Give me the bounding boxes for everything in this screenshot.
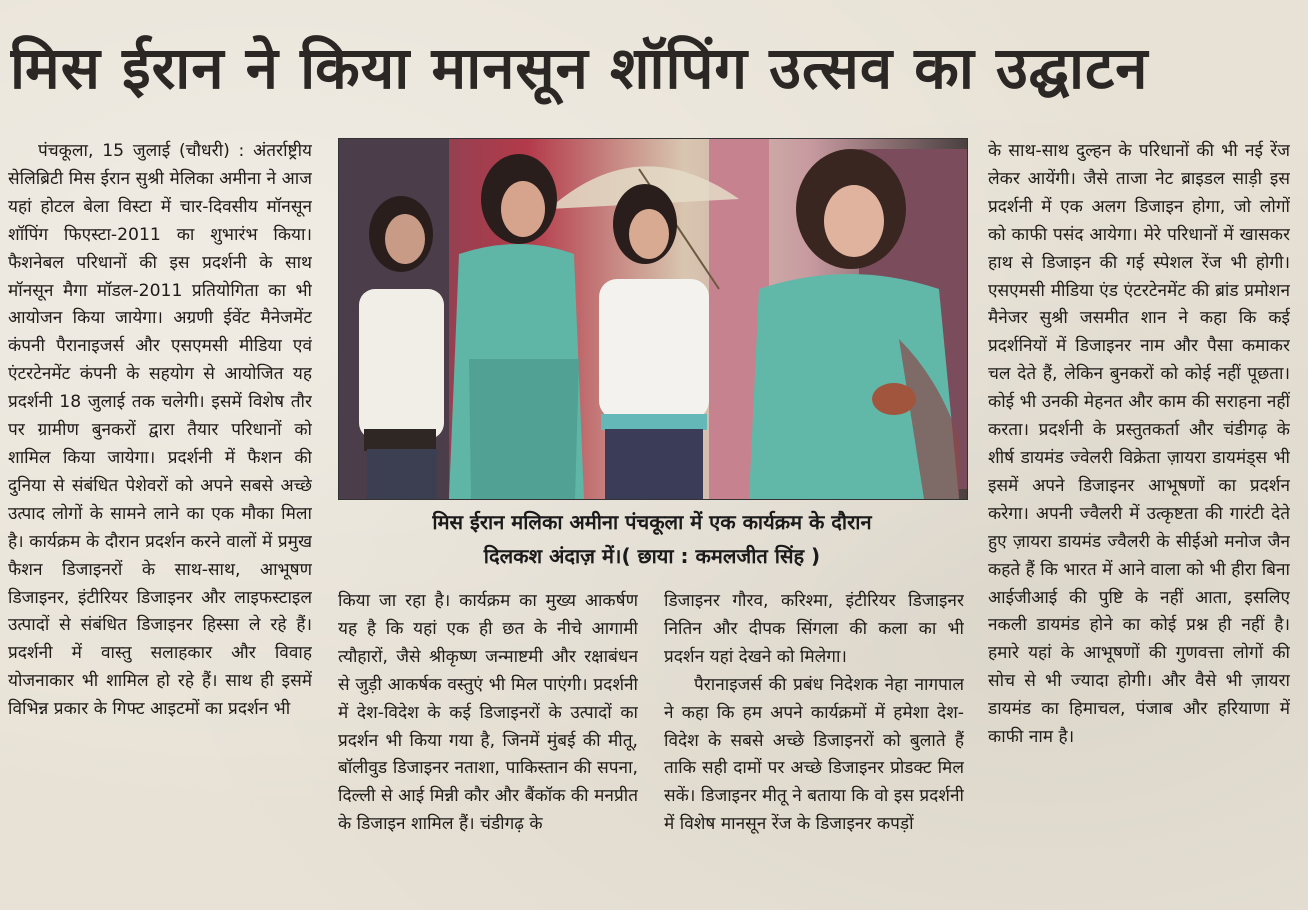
article-column-1 xyxy=(8,138,312,908)
group-photo-icon xyxy=(339,139,967,499)
headline: मिस ईरान ने किया मानसून शॉपिंग उत्सव का उद्घाटन xyxy=(10,34,1149,102)
paragraph: किया जा रहा है। कार्यक्रम का मुख्य आकर्षण यह है कि यहां एक ही छत के नीचे आगामी त्यौहारों, जैसे श्रीकृष्ण जन्माष्टमी और रक्षाबंधन से जुड़ी आकर्षक वस्तुएं भी मिल पाएंगी। प्रदर्शनी में देश-विदेश के कई डिजाइनरों के उत्पादों का प्रदर्शन भी किया गया है, जिनमें मुंबई की मीतू, बॉलीवुड डिजाइनर नताशा, पाकिस्तान की सपना, दिल्ली से आई मिन्नी कौर और बैंकॉक की मनप्रीत के डिजाइन शामिल हैं। चंडीगढ़ के xyxy=(338,591,638,835)
event-photo xyxy=(338,138,968,500)
paragraph: के साथ-साथ दुल्हन के परिधानों की भी नई रेंज लेकर आयेंगी। जैसे ताजा नेट ब्राइडल साड़ी इस प्रदर्शनी में एक अलग डिजाइन होगा, जो लोगों को काफी पसंद आयेगा। मेरे परिधानों में खासकर हाथ से डिजाइन की गई स्पेशल रेंज भी होगी। एसएमसी मीडिया एंड एंटरटेनमेंट की ब्रांड प्रमोशन मैनेजर सुश्री जसमीत शान ने कहा कि कई प्रदर्शनियों में डिजाइनर नाम और पैसा कमाकर चल देते हैं, लेकिन बुनकरों को कोई नहीं पूछता। कोई भी उनकी मेहनत और काम की सराहना नहीं करता। प्रदर्शनी के प्रस्तुतकर्ता और चंडीगढ़ के शीर्ष डायमंड ज्वेलरी विक्रेता ज़ायरा डायमंड्स भी इसमें अपने डिजाइनर आभूषणों का प्रदर्शन करेगा। अपनी ज्वैलरी में उत्कृष्टता की गारंटी देते हुए ज़ायरा डायमंड ज्वैलरी के सीईओ मनोज जैन कहते हैं कि भारत में आने वाला को भी हीरा बिना आईजीआई की पुष्टि के नहीं आता, इसलिए नकली डायमंड होने का कोई प्रश्न ही नहीं है। हमारे यहां के आभूषणों की गुणवत्ता लोगों की सोच से भी ज्यादा होगी। और वैसे भी ज़ायरा डायमंड का हिमाचल, पंजाब और हरियाणा में काफी नाम है। xyxy=(988,141,1290,748)
paragraph: डिजाइनर गौरव, करिश्मा, इंटीरियर डिजाइनर नितिन और दीपक सिंगला की कला का भी प्रदर्शन यहां देखने को मिलेगा। xyxy=(664,591,964,667)
article-column-3 xyxy=(664,588,964,906)
article-column-4 xyxy=(988,138,1290,908)
paragraph: पैरानाइजर्स की प्रबंध निदेशक नेहा नागपाल ने कहा कि हम अपने कार्यक्रमों में हमेशा देश-विदेश के सबसे अच्छे डिजाइनरों को बुलाते हैं ताकि सही दामों पर अच्छे डिजाइनर प्रोडक्ट मिल सकें। डिजाइनर मीतू ने बताया कि वो इस प्रदर्शनी में विशेष मानसून रेंज के डिजाइनर कपड़ों xyxy=(664,674,964,835)
caption-line-2: दिलकश अंदाज़ में।( छाया : कमलजीत सिंह ) xyxy=(483,544,821,568)
photo-caption xyxy=(338,505,966,577)
article-column-2 xyxy=(338,588,638,906)
caption-line-1: मिस ईरान मलिका अमीना पंचकूला में एक कार्यक्रम के दौरान xyxy=(432,510,872,534)
paragraph: पंचकूला, 15 जुलाई (चौधरी) : अंतर्राष्ट्रीय सेलिब्रिटी मिस ईरान सुश्री मेलिका अमीना ने आज यहां होटल बेला विस्टा में चार-दिवसीय मॉनसून शॉपिंग फिएस्टा-2011 का शुभारंभ किया। फैशनेबल परिधानों की इस प्रदर्शनी के साथ मॉनसून मैगा मॉडल-2011 प्रतियोगिता का भी आयोजन किया जायेगा। अग्रणी ईवेंट मैनेजमेंट कंपनी पैरानाइजर्स और एसएमसी मीडिया एवं एंटरटेनमेंट कंपनी के सहयोग से आयोजित यह प्रदर्शनी 18 जुलाई तक चलेगी। इसमें विशेष तौर पर ग्रामीण बुनकरों द्वारा तैयार परिधानों को शामिल किया जायेगा। प्रदर्शनी में फैशन की दुनिया से संबंधित पेशेवरों को अपने सबसे अच्छे उत्पाद लोगों के सामने लाने का एक मौका मिला है। कार्यक्रम के दौरान प्रदर्शन करने वालों में प्रमुख फैशन डिजाइनरों के साथ-साथ, आभूषण डिजाइनर, इंटीरियर डिजाइनर और लाइफस्टाइल उत्पादों से संबंधित डिजाइनर हिस्सा ले रहे हैं। प्रदर्शनी में वास्तु सलाहकार और विवाह योजनाकार भी शामिल हो रहे हैं। साथ ही इसमें विभिन्न प्रकार के गिफ्ट आइटमों का प्रदर्शन भी xyxy=(8,141,312,720)
